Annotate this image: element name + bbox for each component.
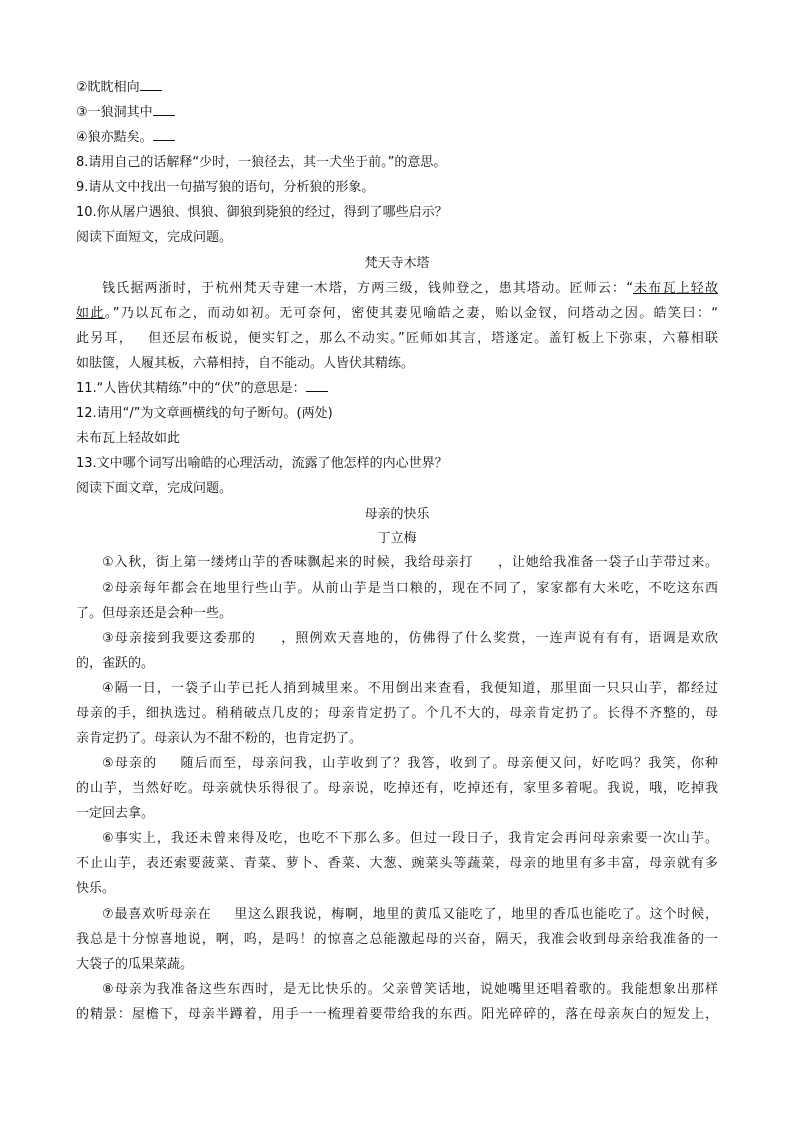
question-8: 8.请用自己的话解释“少时，一狼径去，其一犬坐于前。”的意思。 xyxy=(76,155,447,170)
passage-1-line-1: 钱氏据两浙时，于杭州梵天寺建一木塔，方两三级，钱帅登之，患其塔动。匠师云：“未布瓦上轻故 xyxy=(102,281,718,296)
passage-1-line-2: 如此。”乃以瓦布之，而动如初。无可奈何，密使其妻见喻皓之妻，贻以金钗，问塔动之因。皓笑曰：“ xyxy=(76,306,718,321)
question-10: 10.你从屠户遇狼、惧狼、御狼到毙狼的经过，得到了哪些启示？ xyxy=(76,205,448,220)
paragraph-4-line-3: 亲肯定扔了。母亲认为不甜不粉的，也肯定扔了。 xyxy=(76,731,363,746)
paragraph-7-line-2: 我总是十分惊喜地说，啊，呜，是吗！的惊喜之总能激起母的兴奋，隔天，我准会收到母亲给我准备的一 xyxy=(76,932,718,947)
question-13: 13.文中哪个词写出喻皓的心理活动，流露了他怎样的内心世界？ xyxy=(76,456,448,471)
paragraph-6-line-2: 不止山芋，表还索要菠菜、青菜、萝卜、香菜、大葱、豌菜头等蔬菜，母亲的地里有多丰富，母亲就有多 xyxy=(76,856,718,871)
paragraph-4-line-1: ④隔一日，一袋子山芋已托人捎到城里来。不用倒出来查看，我便知道，那里面一只只山芋，都经过 xyxy=(102,681,718,696)
reading-instruction-2: 阅读下面文章，完成问题。 xyxy=(76,481,233,496)
answer-blank xyxy=(153,101,175,116)
answer-blank xyxy=(153,126,175,141)
underlined-sentence: 如此 xyxy=(76,306,105,321)
paragraph-8-line-2: 的精景：屋檐下，母亲半蹲着，用手一一梳理着要带给我的东西。阳光碎碎的，落在母亲灰白的短发上， xyxy=(76,1007,718,1022)
underlined-sentence: 未布瓦上轻故 xyxy=(632,281,718,296)
paragraph-2-line-2: 了。但母亲还是会种一些。 xyxy=(76,606,233,621)
paragraph-7-line-3: 大袋子的瓜果菜蔬。 xyxy=(76,957,194,972)
passage-2-author: 丁立梅 xyxy=(377,531,417,546)
question-12: 12.请用“/”为文章画横线的句子断句。(两处) xyxy=(76,406,333,421)
passage-1-title: 梵天寺木塔 xyxy=(364,256,430,271)
passage-1-line-4: 如胠箧，人履其板，六幕相持，自不能动。人皆伏其精练。 xyxy=(76,356,415,371)
paragraph-5-line-1: ⑤母亲的 随后而至，母亲问我，山芋收到了？我答，收到了。母亲便又问，好吃吗？我笑，你种 xyxy=(102,756,718,771)
question-11: 11.“人皆伏其精练”中的“伏”的意思是： xyxy=(76,377,718,401)
paragraph-8-line-1: ⑧母亲为我准备这些东西时，是无比快乐的。父亲曾笑话地，说她嘴里还唱着歌的。我能想象出那样 xyxy=(102,982,718,997)
passage-1-line-3: 此另耳， 但还层布板说，便实钉之，那么不动实。”匠师如其言，塔遂定。盖钉板上下弥束，六幕相联 xyxy=(76,331,718,346)
question-12-sentence: 未布瓦上轻故如此 xyxy=(76,431,181,446)
paragraph-7-line-1: ⑦最喜欢听母亲在 里这么跟我说，梅啊，地里的黄瓜又能吃了，地里的香瓜也能吃了。这个时候， xyxy=(102,907,718,922)
paragraph-3-line-1: ③母亲接到我要这委那的 ，照例欢天喜地的，仿佛得了什么奖赏，一连声说有有有，语调是欢欣 xyxy=(102,631,718,646)
paragraph-6-line-1: ⑥事实上，我还未曾来得及吃，也吃不下那么多。但过一段日子，我肯定会再问母亲索要一次山芋。 xyxy=(102,831,718,846)
reading-instruction-1: 阅读下面短文，完成问题。 xyxy=(76,230,233,245)
paragraph-1: ①入秋，街上第一缕烤山芋的香味飘起来的时候，我给母亲打 ，让她给我准备一袋子山芋带过来。 xyxy=(102,555,718,570)
question-7-item-2: ②眈眈相向 xyxy=(76,76,718,100)
answer-blank xyxy=(306,377,328,392)
paragraph-2-line-1: ②母亲每年都会在地里行些山芋。从前山芋是当口粮的，现在不同了，家家都有大米吃，不吃这东西 xyxy=(102,581,718,596)
question-7-item-3: ③一狼洞其中 xyxy=(76,101,718,125)
question-9: 9.请从文中找出一句描写狼的语句，分析狼的形象。 xyxy=(76,180,375,195)
paragraph-3-line-2: 的，雀跃的。 xyxy=(76,656,155,671)
answer-blank xyxy=(140,76,162,91)
paragraph-4-line-2: 母亲的手，细执选过。稍稍破点几皮的；母亲肯定扔了。个几不大的，母亲肯定扔了。长得不齐整的，母 xyxy=(76,706,718,721)
passage-2-title: 母亲的快乐 xyxy=(364,507,430,522)
paragraph-6-line-3: 快乐。 xyxy=(76,881,116,896)
paragraph-5-line-2: 的山芋，当然好吃。母亲就快乐得很了。母亲说，吃掉还有，吃掉还有，家里多着呢。我说，哦，吃掉我 xyxy=(76,781,718,796)
paragraph-5-line-3: 一定回去拿。 xyxy=(76,806,155,821)
question-7-item-4: ④狼亦黠矣。 xyxy=(76,126,718,150)
